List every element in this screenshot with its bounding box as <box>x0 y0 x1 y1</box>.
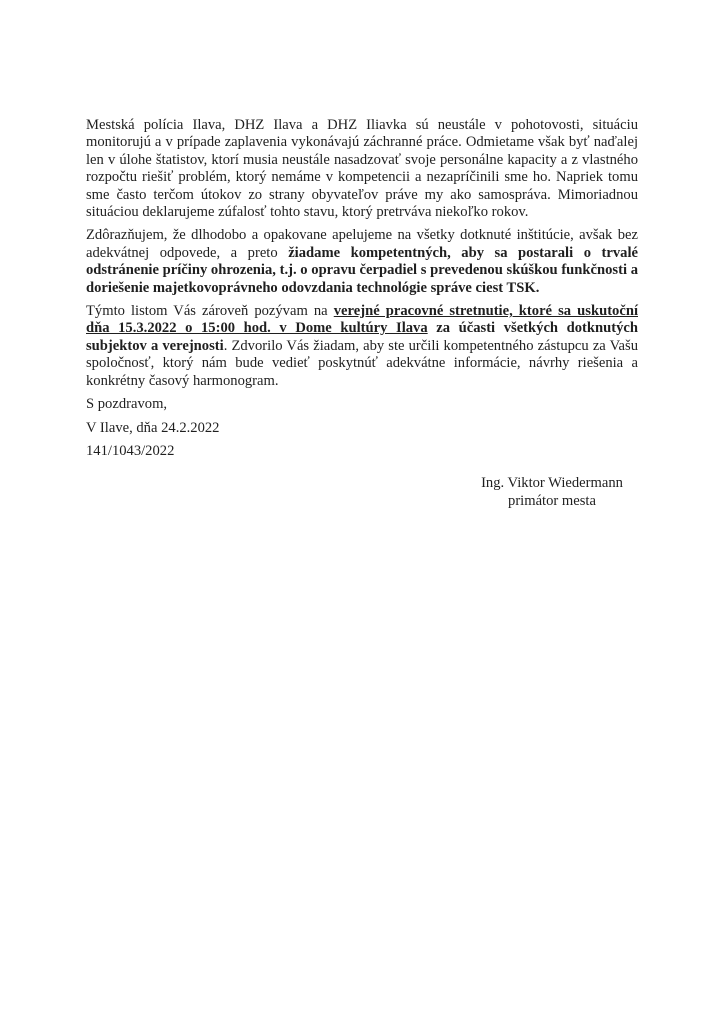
paragraph-situation-report: Mestská polícia Ilava, DHZ Ilava a DHZ Iliavka sú neustále v pohotovosti, situáciu monitorujú a v prípade zaplavenia vykonávajú záchranné práce. Odmietame však byť naďalej len v úlohe štatistov, ktorí musia neustále nasadzovať svoje personálne kapacity a z vlastného rozpočtu riešiť problém, ktorý nemáme v kompetencii a nezapríčinili sme ho. Napriek tomu sme často terčom útokov zo strany obyvateľov práve my ako samospráva. Mimoriadnou situáciou deklarujeme zúfalosť tohto stavu, ktorý pretrváva niekoľko rokov. <box>86 117 638 221</box>
paragraph-invitation-request-text: . Zdvorilo Vás žiadam, aby ste určili kompetentného zástupcu za Vašu spoločnosť, ktorý nám bude vedieť poskytnúť adekvátne informácie, návrhy riešenia a konkrétny časový harmonogram. <box>86 337 639 389</box>
paragraph-demand-bold-text: žiadame kompetentných, aby sa postarali o trvalé odstránenie príčiny ohrozenia, t.j. o opravu čerpadiel s prevedenou skúškou funkčnosti a doriešenie majetkovoprávneho odovzdania technológie správe ciest TSK. <box>86 244 638 296</box>
signature-name: Ing. Viktor Wiedermann <box>481 475 623 492</box>
paragraph-invitation <box>86 303 638 390</box>
paragraph-invitation-attendees-text: za účasti všetkých dotknutých subjektov a verejnosti <box>86 320 639 354</box>
place-and-date: V Ilave, dňa 24.2.2022 <box>86 419 220 436</box>
signature-title: primátor mesta <box>508 492 596 509</box>
paragraph-invitation-intro-text: Týmto listom Vás zároveň pozývam na <box>86 303 334 320</box>
letter-body <box>86 117 638 510</box>
reference-number: 141/1043/2022 <box>86 442 175 459</box>
paragraph-demand <box>86 227 638 297</box>
paragraph-demand-regular-text: Zdôrazňujem, že dlhodobo a opakovane apelujeme na všetky dotknuté inštitúcie, avšak bez adekvátnej odpovede, a preto <box>86 227 638 261</box>
signature-block <box>432 475 672 510</box>
closing-salutation: S pozdravom, <box>86 396 168 413</box>
paragraph-invitation-meeting-details-text: verejné pracovné stretnutie, ktoré sa uskutoční dňa 15.3.2022 o 15:00 hod. v Dome kultúry Ilava <box>86 303 638 337</box>
